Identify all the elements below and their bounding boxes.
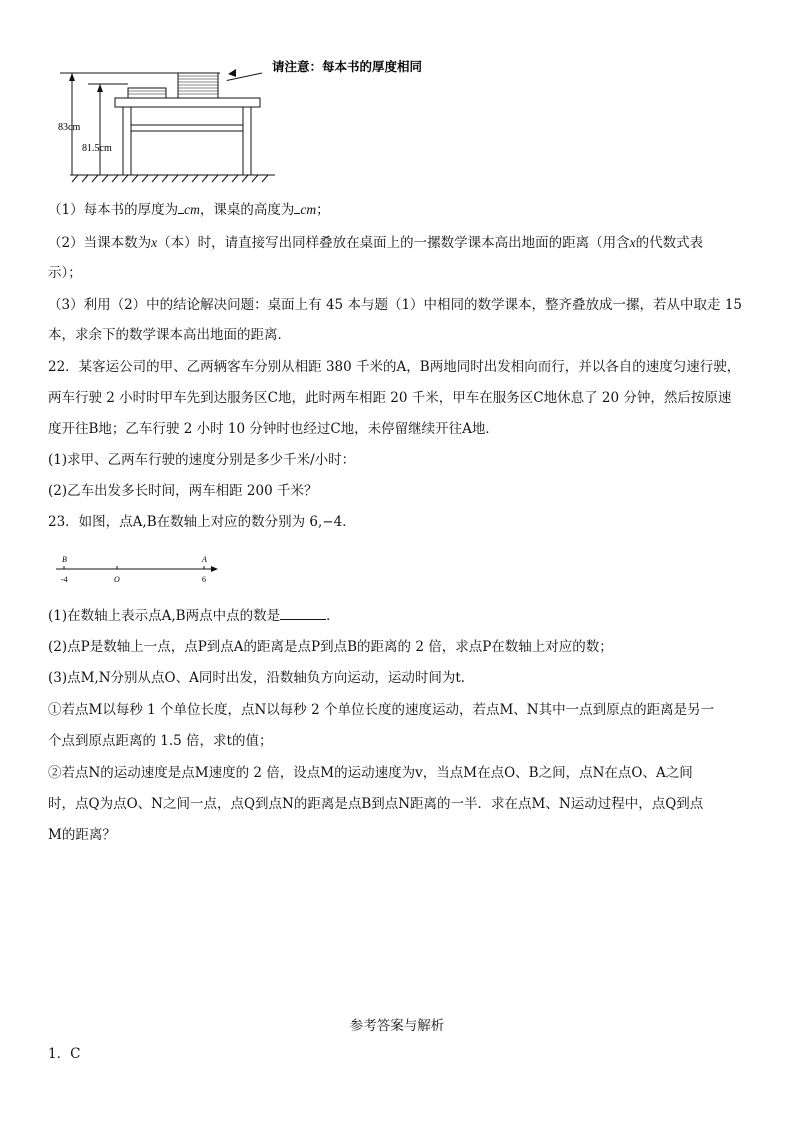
- q21-part3-line2: 本，求余下的数学课本高出地面的距离．: [48, 327, 291, 343]
- q23-sub3: (3)点M,N分别从点O、A同时出发，沿数轴负方向运动，运动时间为t．: [48, 670, 475, 686]
- q22-sub1: (1)求甲、乙两车行驶的速度分别是多少千米/小时：: [48, 452, 356, 468]
- q23-sub1: (1)在数轴上表示点A,B两点中点的数是 ．: [48, 608, 340, 624]
- q21-part2-line2: 示）；: [48, 265, 82, 281]
- q22-line3: 度开往B地；乙车行驶 2 小时 10 分钟时也经过C地，未停留继续开往A地．: [48, 421, 499, 437]
- label-81-5cm: 81.5cm: [82, 143, 112, 154]
- q23-case1-line1: ①若点M以每秒 1 个单位长度，点N以每秒 2 个单位长度的速度运动，若点M、N其中一点到原点的距离是另一: [48, 702, 715, 718]
- q22-sub2: (2)乙车出发多长时间，两车相距 200 千米？: [48, 483, 318, 499]
- q21-part2-line1: （2）当课本数为x（本）时，请直接写出同样叠放在桌面上的一摞数学课本高出地面的距离（用含x的代数式表: [48, 235, 704, 251]
- tick-label-A: 6: [202, 575, 206, 584]
- point-A-label: A: [202, 555, 207, 564]
- answer-1: 1．C: [48, 1046, 81, 1062]
- q22-line2: 两车行驶 2 小时时甲车先到达服务区C地，此时两车相距 20 千米，甲车在服务区C地休息了 20 分钟，然后按原速: [48, 390, 732, 406]
- q21-part3-line1: （3）利用（2）中的结论解决问题：桌面上有 45 本与题（1）中相同的数学课本，整齐叠放成一摞，若从中取走 15: [48, 297, 742, 313]
- blank: [280, 607, 326, 620]
- note-text: 请注意：每本书的厚度相同: [272, 59, 423, 74]
- q21-part1: （1）每本书的厚度为 cm，课桌的高度为 cm；: [48, 202, 330, 218]
- label-83cm: 83cm: [58, 122, 81, 133]
- q23-case2-line1: ②若点N的运动速度是点M速度的 2 倍，设点M的运动速度为v，当点M在点O、B之间，点N在点O、A之间: [48, 765, 693, 781]
- tick-label-O: O: [114, 575, 120, 584]
- book-stack-tall: [178, 73, 218, 98]
- q23-case1-line2: 个点到原点距离的 1.5 倍，求t的值；: [48, 733, 273, 749]
- number-line: [50, 552, 250, 592]
- q23-case2-line3: M的距离？: [48, 827, 116, 843]
- point-B-label: B: [62, 555, 67, 564]
- q23-case2-line2: 时，点Q为点O、N之间一点，点Q到点N的距离是点B到点N距离的一半．求在点M、N运动过程中，点Q到点: [48, 796, 704, 812]
- desk-figure: [50, 55, 510, 185]
- q23-intro: 23．如图，点A,B在数轴上对应的数分别为 6,−4．: [48, 514, 356, 530]
- book-stack-small: [128, 88, 166, 98]
- q23-sub2: (2)点P是数轴上一点，点P到点A的距离是点P到点B的距离的 2 倍，求点P在数轴上对应的数；: [48, 639, 613, 655]
- tick-label-B: -4: [61, 575, 68, 584]
- answers-heading: 参考答案与解析: [349, 1018, 445, 1034]
- q22-line1: 22．某客运公司的甲、乙两辆客车分别从相距 380 千米的A，B两地同时出发相向而行，并以各自的速度匀速行驶，: [48, 359, 741, 375]
